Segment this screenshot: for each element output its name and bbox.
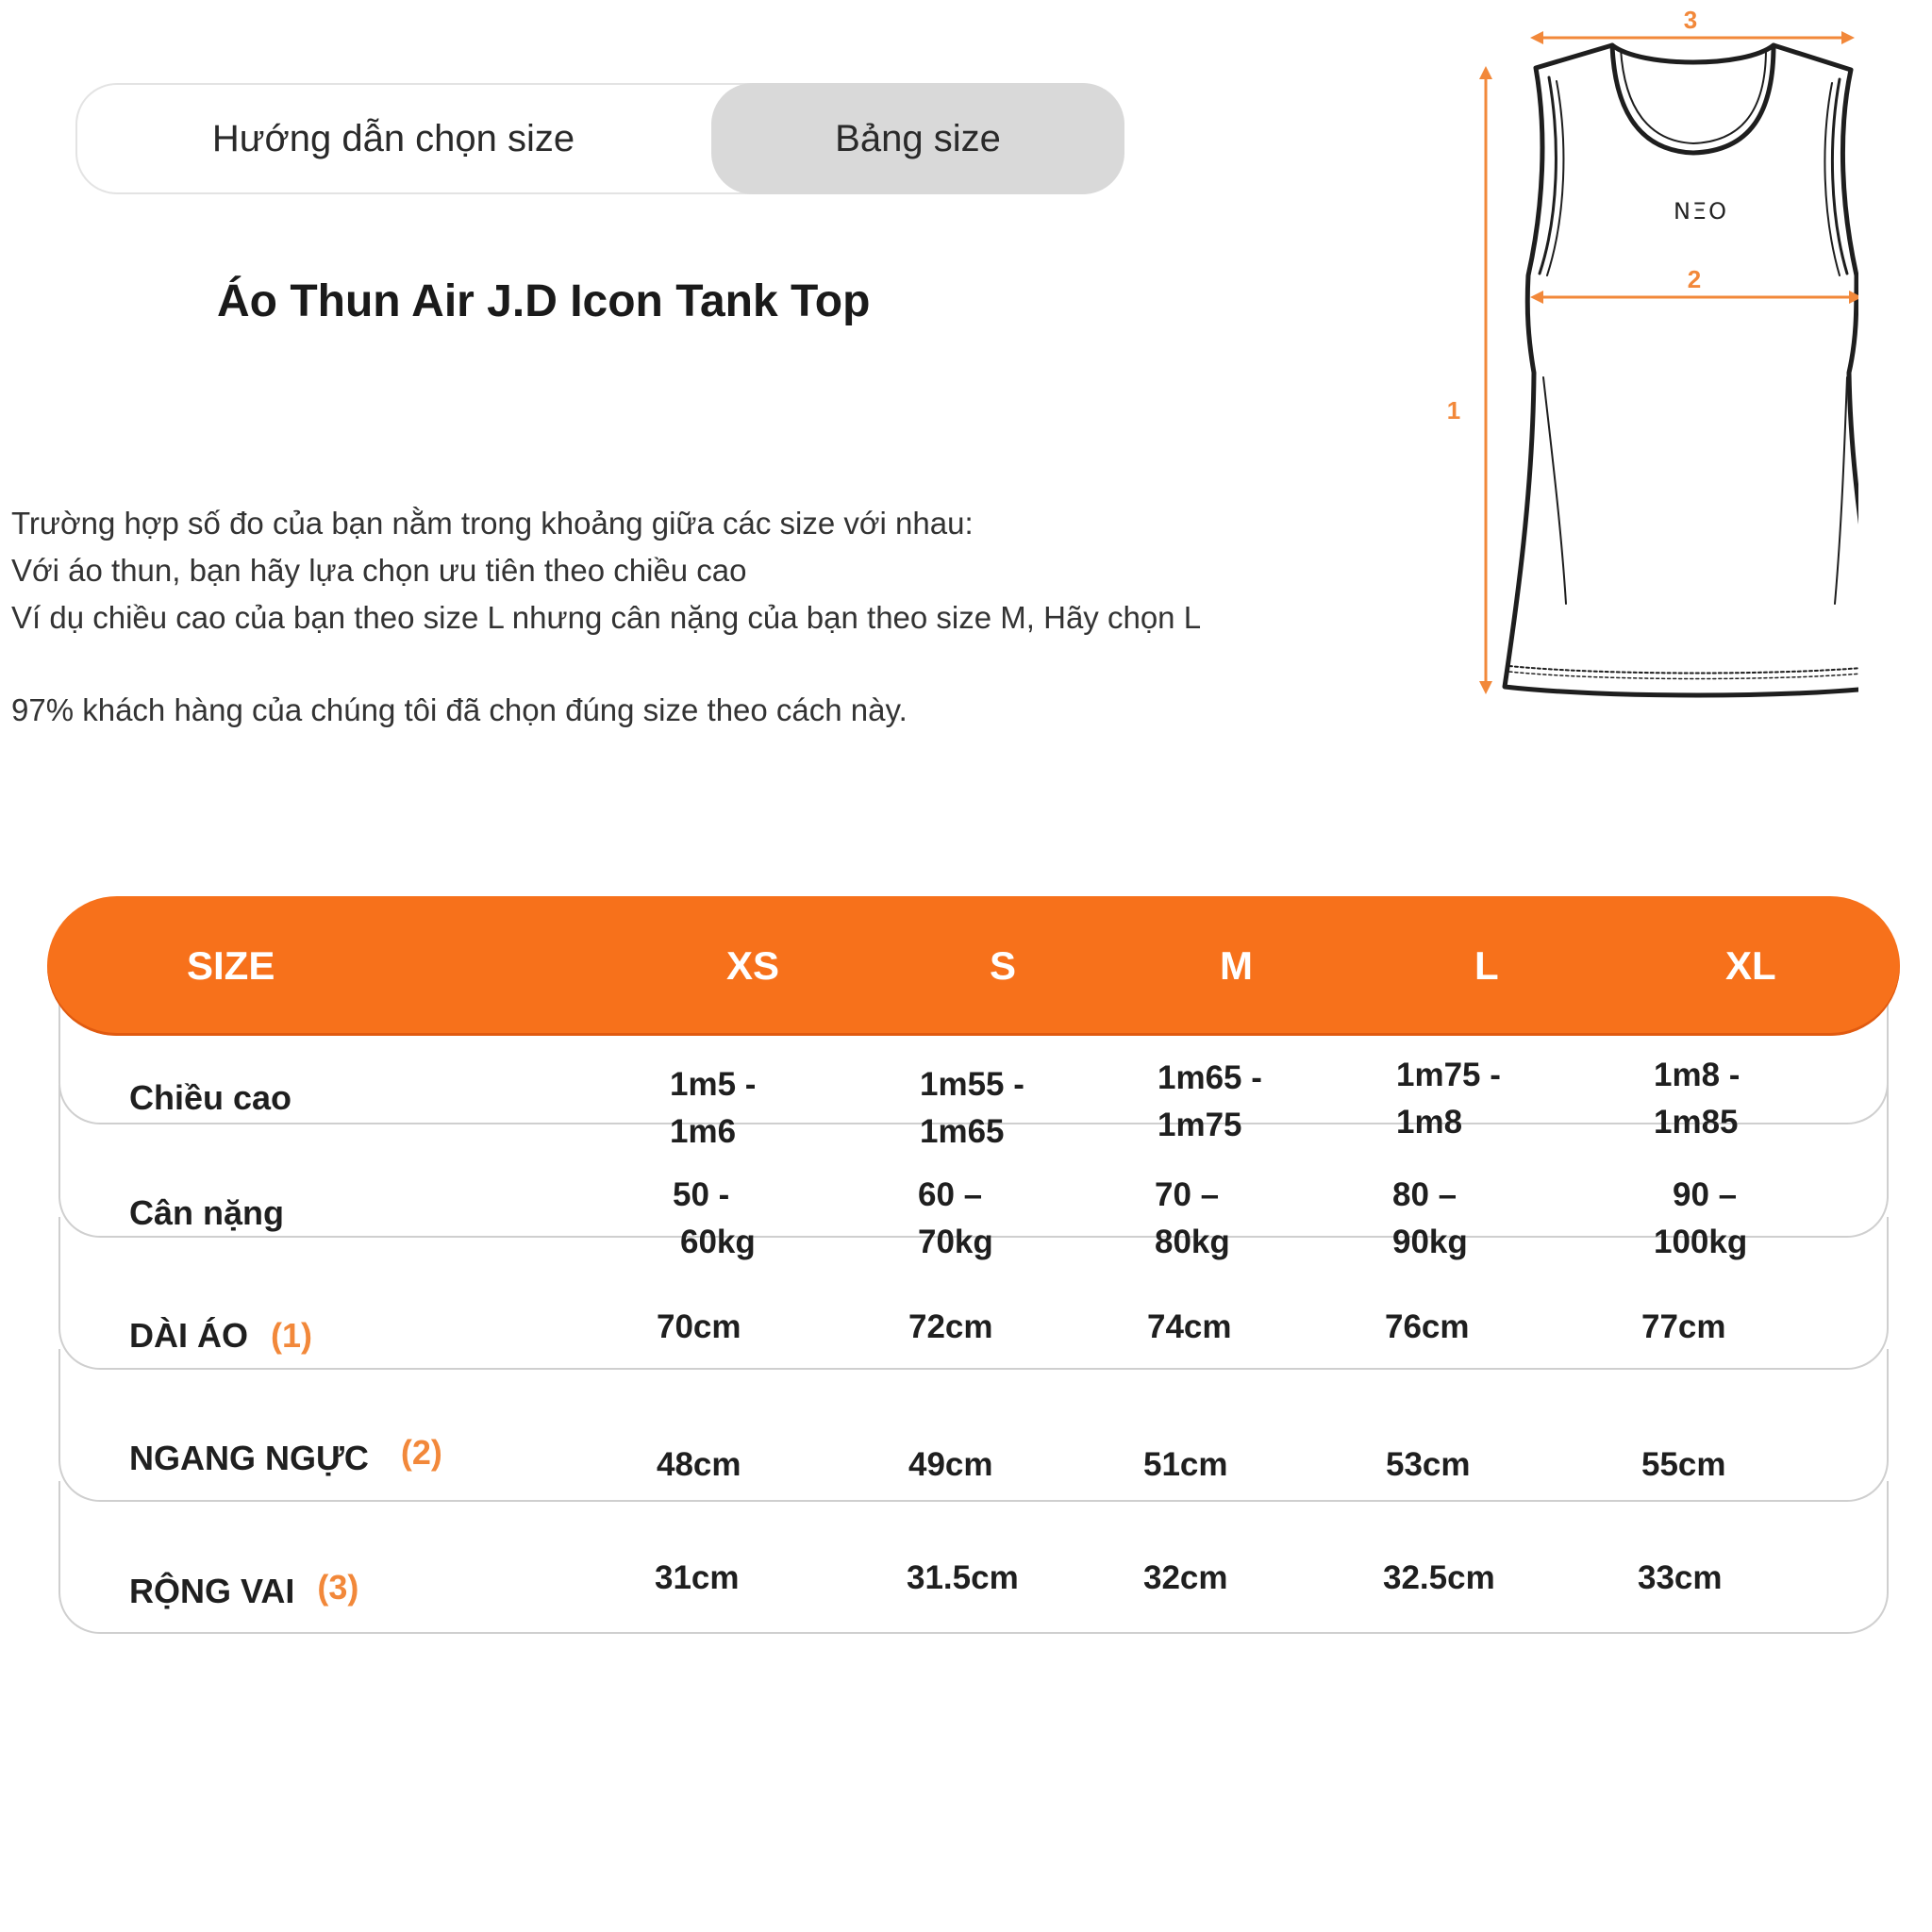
table-cell: 53cm bbox=[1386, 1446, 1471, 1483]
tab-switch bbox=[75, 83, 1123, 194]
row-label: Cân nặng bbox=[129, 1193, 285, 1232]
table-cell: 32.5cm bbox=[1383, 1559, 1495, 1596]
table-cell: 31cm bbox=[655, 1559, 740, 1596]
table-row-shoulder bbox=[58, 1481, 1889, 1634]
brand-logo: NΞO bbox=[1673, 198, 1729, 225]
row-label: Chiều cao bbox=[129, 1078, 292, 1117]
header-size-l: L bbox=[1474, 943, 1499, 988]
table-cell: 80 – 90kg bbox=[1392, 1176, 1468, 1260]
table-cell: 32cm bbox=[1143, 1559, 1228, 1596]
row-label: NGANG NGỰC (2) bbox=[129, 1433, 442, 1477]
table-cell: 51cm bbox=[1143, 1446, 1228, 1483]
table-cell: 48cm bbox=[657, 1446, 741, 1483]
table-header bbox=[47, 896, 1900, 1036]
tab-size-guide[interactable]: Hướng dẫn chọn size bbox=[211, 117, 575, 159]
table-cell: 90 – 100kg bbox=[1654, 1176, 1748, 1260]
table-cell: 33cm bbox=[1638, 1559, 1723, 1596]
table-cell: 70cm bbox=[657, 1308, 741, 1345]
table-cell: 50 - 60kg bbox=[673, 1176, 756, 1260]
table-cell: 74cm bbox=[1147, 1308, 1232, 1345]
table-cell: 70 – 80kg bbox=[1155, 1176, 1230, 1260]
header-size-s: S bbox=[990, 943, 1017, 988]
product-title: Áo Thun Air J.D Icon Tank Top bbox=[217, 276, 871, 326]
tank-top-diagram bbox=[1406, 0, 1858, 717]
size-table bbox=[58, 896, 1889, 1684]
tab-size-chart[interactable]: Bảng size bbox=[711, 83, 1124, 194]
table-row-chest bbox=[58, 1349, 1889, 1502]
marker-chest: 2 bbox=[1687, 265, 1702, 293]
table-cell: 1m75 - 1m8 bbox=[1396, 1057, 1501, 1141]
header-size-label: SIZE bbox=[187, 943, 275, 988]
table-cell: 1m65 - 1m75 bbox=[1158, 1059, 1262, 1143]
table-cell: 1m5 - 1m6 bbox=[670, 1066, 757, 1150]
advice-line: Với áo thun, bạn hãy lựa chọn ưu tiên theo chiều cao bbox=[11, 553, 747, 588]
advice-line: 97% khách hàng của chúng tôi đã chọn đúng size theo cách này. bbox=[11, 692, 908, 727]
table-cell: 77cm bbox=[1641, 1308, 1726, 1345]
table-cell: 72cm bbox=[908, 1308, 993, 1345]
table-cell: 1m55 - 1m65 bbox=[920, 1066, 1024, 1150]
advice-line: Trường hợp số đo của bạn nằm trong khoảng giữa các size với nhau: bbox=[11, 506, 974, 541]
table-cell: 60 – 70kg bbox=[918, 1176, 993, 1260]
size-advice bbox=[11, 500, 1201, 734]
marker-shoulder: 3 bbox=[1683, 6, 1698, 34]
marker-length: 1 bbox=[1446, 396, 1461, 425]
table-cell: 55cm bbox=[1641, 1446, 1726, 1483]
table-cell: 1m8 - 1m85 bbox=[1654, 1057, 1740, 1141]
row-label: DÀI ÁO (1) bbox=[129, 1316, 312, 1355]
table-cell: 49cm bbox=[908, 1446, 993, 1483]
header-size-xl: XL bbox=[1725, 943, 1776, 988]
advice-line: Ví dụ chiều cao của bạn theo size L nhưng cân nặng của bạn theo size M, Hãy chọn L bbox=[11, 600, 1202, 635]
table-cell: 31.5cm bbox=[907, 1559, 1019, 1596]
table-cell: 76cm bbox=[1385, 1308, 1470, 1345]
header-size-m: M bbox=[1220, 943, 1253, 988]
header-size-xs: XS bbox=[726, 943, 780, 988]
row-label: RỘNG VAI (3) bbox=[129, 1568, 359, 1610]
